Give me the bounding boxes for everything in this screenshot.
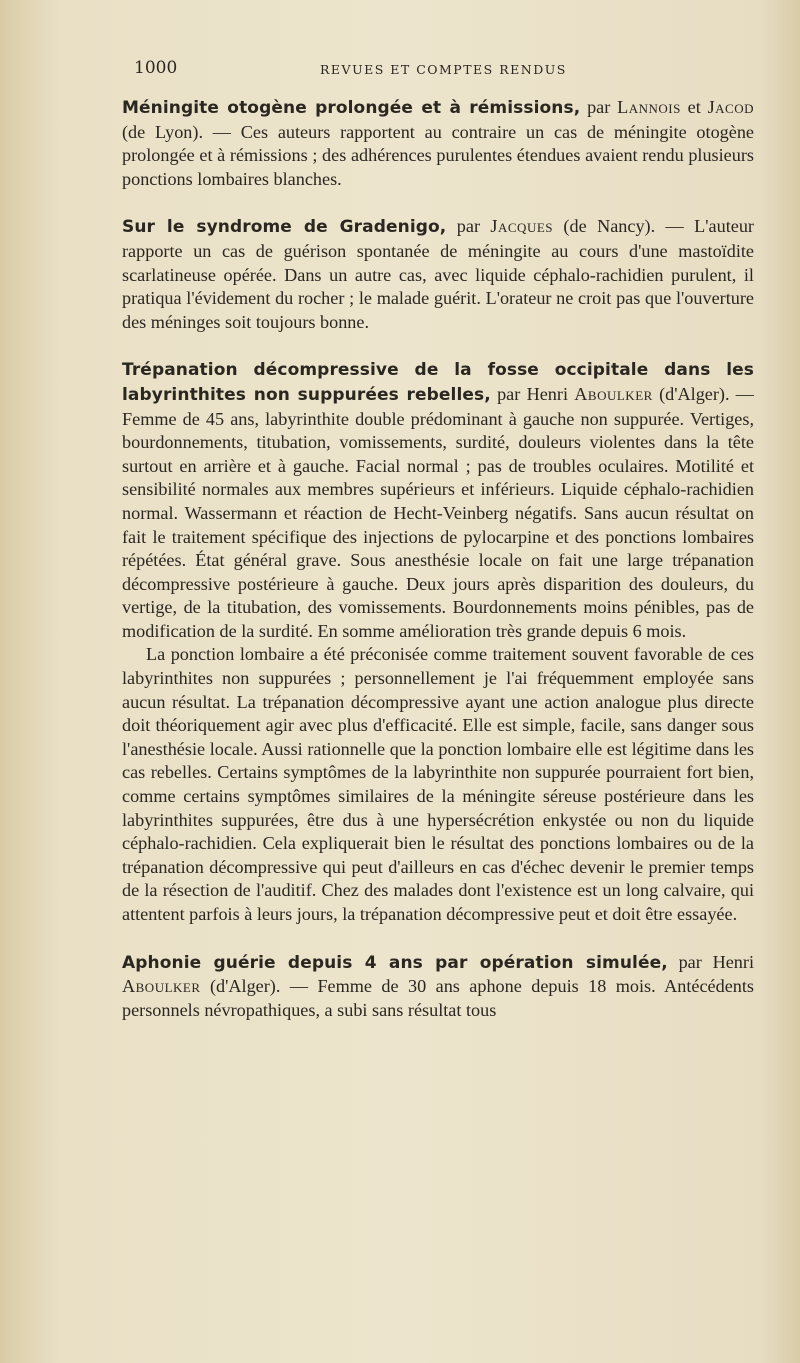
article-by: par — [446, 216, 491, 237]
page-number: 1000 — [134, 58, 178, 78]
article-title: Sur le syndrome de Gradenigo, — [122, 217, 447, 238]
article-paragraph — [122, 951, 754, 1023]
article-author: Aboulker — [122, 976, 201, 997]
article-affiliation: (d'Alger). — [200, 976, 281, 997]
article-body: — Femme de 45 ans, labyrinthite double prédominant à gauche non suppurée. Vertiges, bourdonnements, titubation, vomissements, surdité, douleurs violentes dans la tête surtout en arrière et à gauche. Facial normal ; pas de troubles oculaires. Motilité et sensibilité normales aux membres supérieurs et inférieurs. Liquide céphalo-rachidien normal. Wassermann et réaction de Hecht-Veinberg négatifs. Sans aucun résultat on fait le traitement spécifique des injections de pylocarpine et des ponctions lombaires répétées. État général grave. Sous anesthésie locale on fait une large trépanation décompressive postérieure à gauche. Deux jours après disparition des douleurs, du vertige, de la titubation, des vomissements. Bourdonnements moins pénibles, pas de modification de la surdité. En somme amélioration très grande depuis 6 mois. — [122, 383, 754, 641]
article-aphonie — [122, 951, 754, 1023]
article-affiliation: (de Lyon). — [122, 121, 203, 142]
article-affiliation: (de Nancy). — [553, 216, 656, 237]
article-author: Jacod — [707, 97, 754, 117]
article-and: et — [680, 97, 708, 117]
article-paragraph — [122, 358, 754, 643]
article-paragraph: La ponction lombaire a été préconisée comme traitement souvent favorable de ces labyrinthites non suppurées ; personnellement je l'ai fréquemment employée sans aucun résultat. La trépanation décompressive ayant une action analogue plus directe doit théoriquement agir avec plus d'efficacité. Elle est simple, facile, sans danger sous l'anesthésie locale. Aussi rationnelle que la ponction lombaire elle est légitime dans les cas rebelles. Certains symptômes de la labyrinthite non suppurée pourraient fort bien, comme certains symptômes similaires de la méningite séreuse postérieure dans les labyrinthites suppurées, être dus à une hypersécrétion enkystée ou non du liquide céphalo-rachidien. Cela expliquerait bien le résultat des ponctions lombaires ou de la trépanation décompressive qui peut d'ailleurs en cas d'échec devenir le premier temps de la résection de l'auditif. Chez des malades dont l'existence est un long calvaire, qui attentent parfois à leurs jours, la trépanation décompressive peut et doit être essayée. — [122, 644, 754, 924]
article-author: Aboulker — [574, 383, 653, 404]
article-title: Aphonie guérie depuis 4 ans par opération simulée, — [122, 952, 668, 973]
article-body: — Femme de 30 ans aphone depuis 18 mois. Antécédents personnels névropathiques, a subi sans résultat tous — [122, 976, 754, 1020]
article-author: Lannois — [617, 97, 681, 117]
article-gradenigo — [122, 215, 754, 334]
article-body: — Ces auteurs rapportent au contraire un cas de méningite otogène prolongée et à rémissions ; des adhérences purulentes étendues avaient rendu plusieurs ponctions lombaires blanches. — [122, 121, 754, 189]
article-title: Méningite otogène prolongée et à rémissions, — [122, 98, 581, 118]
article-paragraph — [122, 96, 754, 191]
running-title: REVUES ET COMPTES RENDUS — [320, 62, 567, 77]
article-by: par Henri — [667, 951, 754, 972]
article-meningite — [122, 96, 754, 191]
article-author: Jacques — [490, 216, 554, 237]
page-content — [122, 96, 754, 1046]
article-body: — L'auteur rapporte un cas de guérison spontanée de méningite au cours d'une mastoïdite scarlatineuse opérée. Dans un autre cas, avec liquide céphalo-rachidien purulent, il pratiqua l'évidement du rocher ; le malade guérit. L'orateur ne croit pas que l'ouverture des méninges soit toujours bonne. — [122, 216, 754, 332]
article-by: par — [580, 97, 618, 117]
article-title: Trépanation décompressive de la fosse occipitale dans les labyrinthites non suppurées rebelles, — [122, 360, 754, 405]
article-by: par Henri — [490, 383, 575, 404]
article-trepanation — [122, 358, 754, 926]
article-affiliation: (d'Alger). — [652, 383, 730, 404]
article-paragraph — [122, 215, 754, 334]
